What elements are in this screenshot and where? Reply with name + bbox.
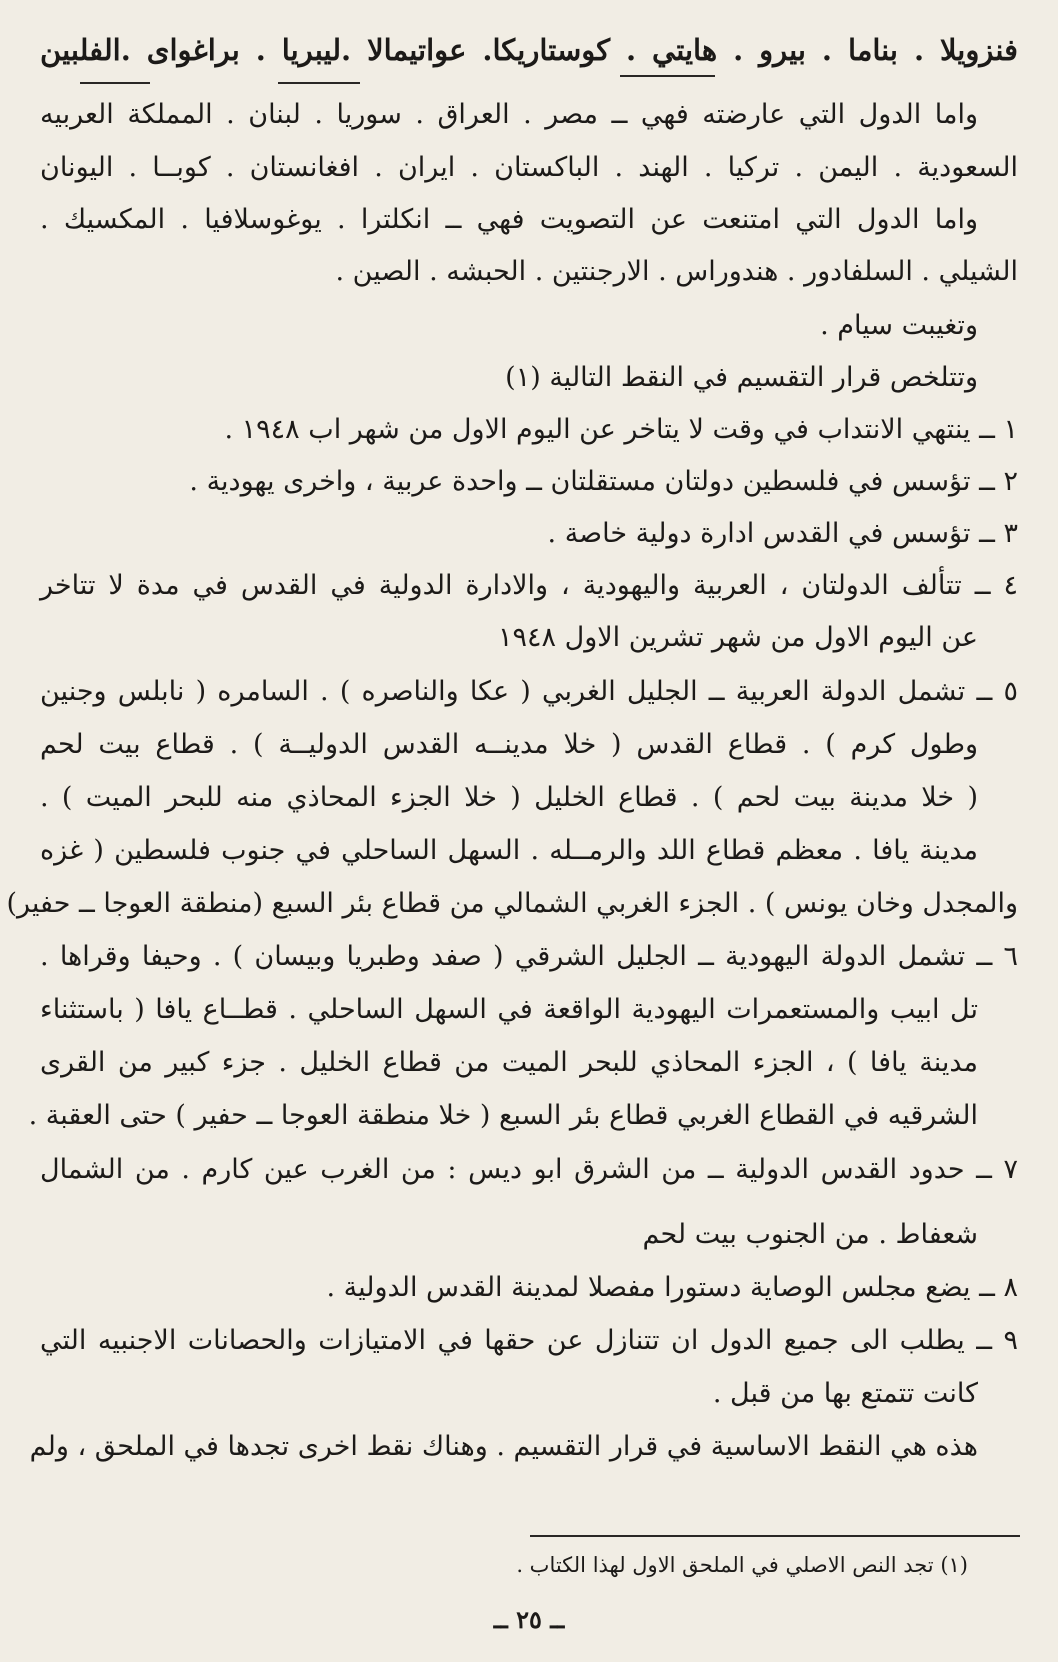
list-item: ٣ ــ تؤسس في القدس ادارة دولية خاصة .: [547, 518, 1018, 549]
underline-mark: [620, 75, 715, 77]
list-item: ٨ ــ يضع مجلس الوصاية دستورا مفصلا لمدينة القدس الدولية .: [326, 1272, 1018, 1303]
list-item-continuation: الشرقيه في القطاع الغربي قطاع بئر السبع ( خلا منطقة العوجا ــ حفير ) حتى العقبة .: [28, 1100, 978, 1131]
list-item-continuation: مدينة يافا . معظم قطاع اللد والرمــله . السهل الساحلي في جنوب فلسطين ( غزه: [40, 835, 978, 866]
text-line: واما الدول التي امتنعت عن التصويت فهي ــ انكلترا . يوغوسلافيا . المكسيك .: [40, 204, 978, 235]
list-item-continuation: شعفاط . من الجنوب بيت لحم: [642, 1219, 978, 1250]
text-line: هذه هي النقط الاساسية في قرار التقسيم . وهناك نقط اخرى تجدها في الملحق ، ولم: [29, 1431, 978, 1462]
list-item-continuation: والمجدل وخان يونس ) . الجزء الغربي الشمالي من قطاع بئر السبع (منطقة العوجا ــ حفير): [6, 888, 1018, 919]
list-item: ٧ ــ حدود القدس الدولية ــ من الشرق ابو ديس : من الغرب عين كارم . من الشمال: [40, 1154, 1018, 1185]
list-item: ٥ ــ تشمل الدولة العربية ــ الجليل الغربي ( عكا والناصره ) . السامره ( نابلس وجنين: [40, 676, 1018, 707]
underline-mark: [278, 82, 360, 84]
country-list-header: فنزويلا . بناما . بيرو . هايتي . كوستاريكا. عواتيمالا .ليبريا . براغواى .الفلبين: [40, 33, 1018, 67]
list-item: ٩ ــ يطلب الى جميع الدول ان تتنازل عن حقها في الامتيازات والحصانات الاجنبيه التي: [40, 1325, 1018, 1356]
footnote-divider: [530, 1535, 1020, 1537]
text-line: السعودية . اليمن . تركيا . الهند . الباكستان . ايران . افغانستان . كوبــا . اليونان: [40, 152, 1018, 183]
text-line: وتغيبت سيام .: [820, 310, 978, 341]
list-item: ٢ ــ تؤسس في فلسطين دولتان مستقلتان ــ واحدة عربية ، واخرى يهودية .: [189, 466, 1018, 497]
list-item-continuation: وطول كرم ) . قطاع القدس ( خلا مدينــه القدس الدوليــة ) . قطاع بيت لحم: [40, 729, 978, 760]
list-item-continuation: تل ابيب والمستعمرات اليهودية الواقعة في السهل الساحلي . قطــاع يافا ( باستثناء: [40, 994, 978, 1025]
list-item-continuation: مدينة يافا ) ، الجزء المحاذي للبحر الميت من قطاع الخليل . جزء كبير من القرى: [40, 1047, 978, 1078]
underline-mark: [80, 82, 150, 84]
text-line: وتتلخص قرار التقسيم في النقط التالية (١): [505, 362, 978, 393]
list-item: ٦ ــ تشمل الدولة اليهودية ــ الجليل الشرقي ( صفد وطبريا وبيسان ) . وحيفا وقراها .: [40, 941, 1018, 972]
list-item: ٤ ــ تتألف الدولتان ، العربية واليهودية ، والادارة الدولية في القدس في مدة لا تتاخر: [40, 570, 1018, 601]
text-line: واما الدول التي عارضته فهي ــ مصر . العراق . سوريا . لبنان . المملكة العربيه: [40, 99, 978, 130]
page-number: ــ ٢٥ ــ: [493, 1605, 565, 1634]
list-item-continuation: ( خلا مدينة بيت لحم ) . قطاع الخليل ( خلا الجزء المحاذي منه للبحر الميت ) .: [40, 782, 978, 813]
list-item-continuation: كانت تتمتع بها من قبل .: [712, 1378, 978, 1409]
list-item: ١ ــ ينتهي الانتداب في وقت لا يتاخر عن اليوم الاول من شهر اب ١٩٤٨ .: [224, 414, 1018, 445]
list-item-continuation: عن اليوم الاول من شهر تشرين الاول ١٩٤٨: [498, 622, 978, 653]
footnote: (١) تجد النص الاصلي في الملحق الاول لهذا الكتاب .: [516, 1553, 968, 1577]
text-line: الشيلي . السلفادور . هندوراس . الارجنتين . الحبشه . الصين .: [335, 256, 1018, 287]
